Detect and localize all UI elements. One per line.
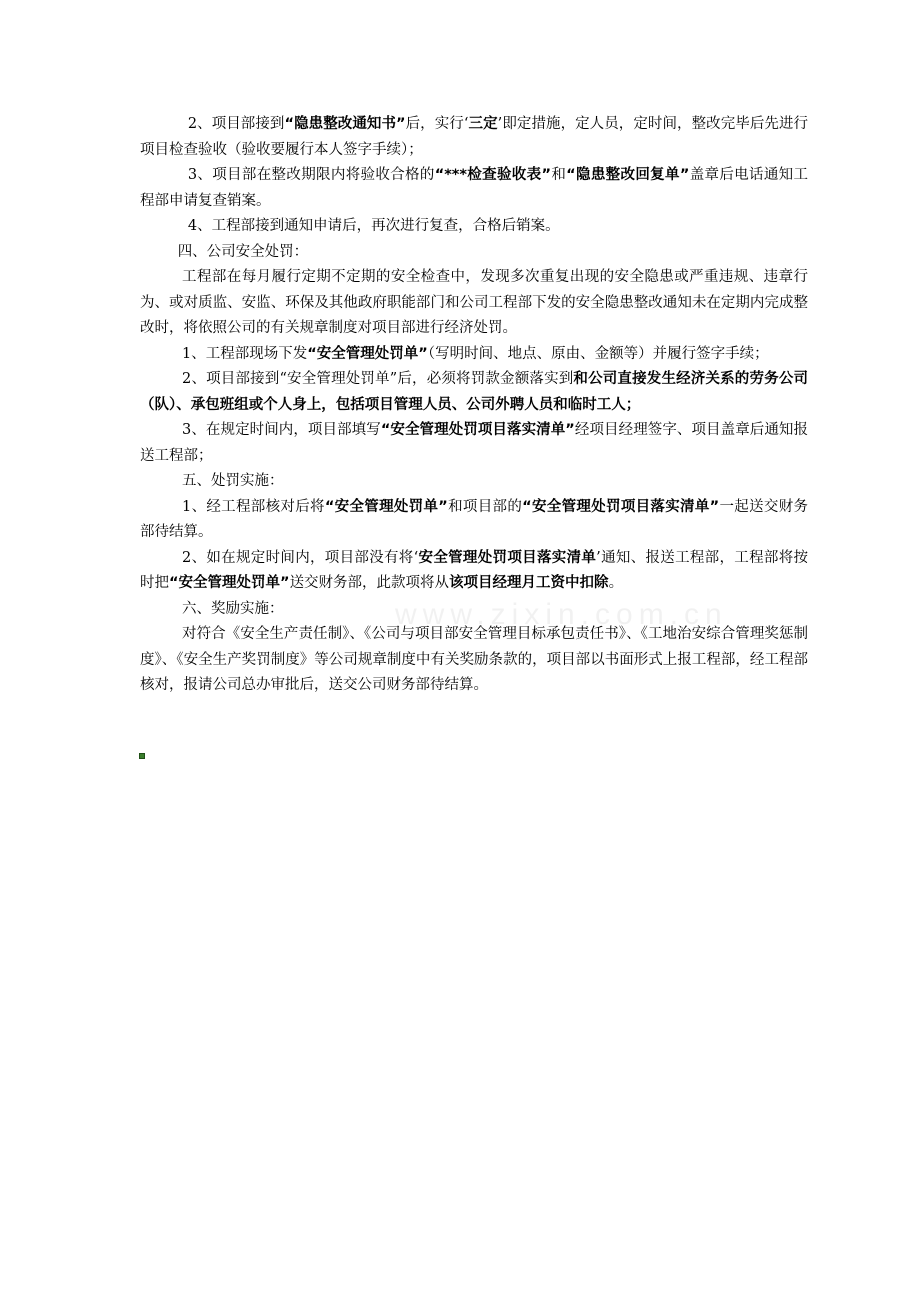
text-segment: 3、项目部在整改期限内将验收合格的 — [187, 167, 435, 183]
bold-text-segment: “安全管理处罚单” — [324, 498, 448, 515]
bold-text-segment: 和公司直接发生经济关系的劳务公司（队）、承包班组或个人身上，包括项目管理人员、公司外聘人员和临时工人； — [140, 371, 808, 413]
paragraph — [140, 469, 808, 495]
watermark: www.zixin.com.cn — [395, 598, 728, 631]
text-segment: 一起送交财务部待结算。 — [140, 498, 809, 540]
bold-text-segment: “***检查验收表” — [434, 167, 551, 183]
text-segment: 。 — [608, 575, 624, 591]
text-segment: 2、项目部接到“安全管理处罚单”后，必须将罚款金额落实到 — [182, 371, 574, 387]
text-segment: 四、公司安全处罚： — [177, 243, 309, 260]
text-segment: 盖章后电话通知工程部申请复查销案。 — [140, 167, 809, 209]
paragraph — [140, 622, 808, 699]
text-segment: 1、经工程部核对后将 — [182, 498, 325, 515]
paragraph — [140, 367, 808, 418]
paragraph — [140, 546, 808, 597]
text-segment: 和项目部的 — [447, 498, 523, 515]
bold-text-segment: 三定 — [468, 116, 498, 132]
bold-text-segment: “安全管理处罚单” — [307, 345, 428, 362]
paragraph — [140, 214, 808, 240]
bold-text-segment: “隐患整改通知书” — [284, 116, 406, 132]
paragraph — [140, 265, 808, 342]
bold-text-segment: 安全管理处罚项目落实清单 — [418, 549, 597, 566]
bold-text-segment: “安全管理处罚项目落实清单” — [380, 422, 575, 438]
text-segment: 2、如在规定时间内，项目部没有将‘ — [182, 549, 419, 566]
paragraph — [140, 342, 808, 368]
text-segment: ’通知、报送工程部，工程部将按时把 — [140, 549, 808, 591]
text-segment: 后，实行‘ — [405, 116, 469, 132]
bold-text-segment: “隐患整改回复单” — [566, 167, 690, 183]
text-segment: （写明时间、地点、原由、金额等）并履行签字手续； — [427, 345, 769, 362]
bold-text-segment: “安全管理处罚单” — [169, 575, 290, 591]
bold-text-segment: 该项目经理月工资中扣除 — [449, 575, 609, 591]
bold-text-segment: “安全管理处罚项目落实清单” — [522, 498, 720, 515]
text-segment: 送交财务部，此款项将从 — [289, 575, 450, 591]
paragraph — [140, 495, 808, 546]
text-segment: 工程部在每月履行定期不定期的安全检查中，发现多次重复出现的安全隐患或严重违规、违章行为、或对质监、安监、环保及其他政府职能部门和公司工程部下发的安全隐患整改通知未在定期内完成整改时，将依照公司的有关规章制度对项目部进行经济处罚。 — [140, 269, 808, 336]
text-segment: 五、处罚实施： — [182, 473, 284, 489]
paragraph — [140, 163, 808, 214]
paragraph — [140, 418, 808, 469]
anchor-marker-icon — [139, 753, 145, 759]
text-segment: 4、工程部接到通知申请后，再次进行复查，合格后销案。 — [187, 218, 560, 234]
text-segment: 1、工程部现场下发 — [182, 345, 308, 362]
paragraph — [140, 240, 808, 266]
text-segment: 和 — [550, 167, 567, 183]
text-segment: 经项目经理签字、项目盖章后通知报送工程部； — [140, 422, 809, 464]
text-segment: 2、项目部接到 — [187, 116, 285, 132]
text-segment: 对符合《安全生产责任制》、《公司与项目部安全管理目标承包责任书》、《工地治安综合管理奖惩制度》、《安全生产奖罚制度》等公司规章制度中有关奖励条款的，项目部以书面形式上报工程部，经工程部核对，报请公司总办审批后，送交公司财务部待结算。 — [140, 626, 808, 693]
text-segment: 3、在规定时间内，项目部填写 — [182, 422, 381, 438]
text-segment: ’即定措施，定人员，定时间，整改完毕后先进行项目检查验收（验收要履行本人签字手续）； — [140, 116, 809, 158]
paragraph — [140, 112, 808, 163]
text-segment: 六、奖励实施： — [182, 600, 284, 617]
